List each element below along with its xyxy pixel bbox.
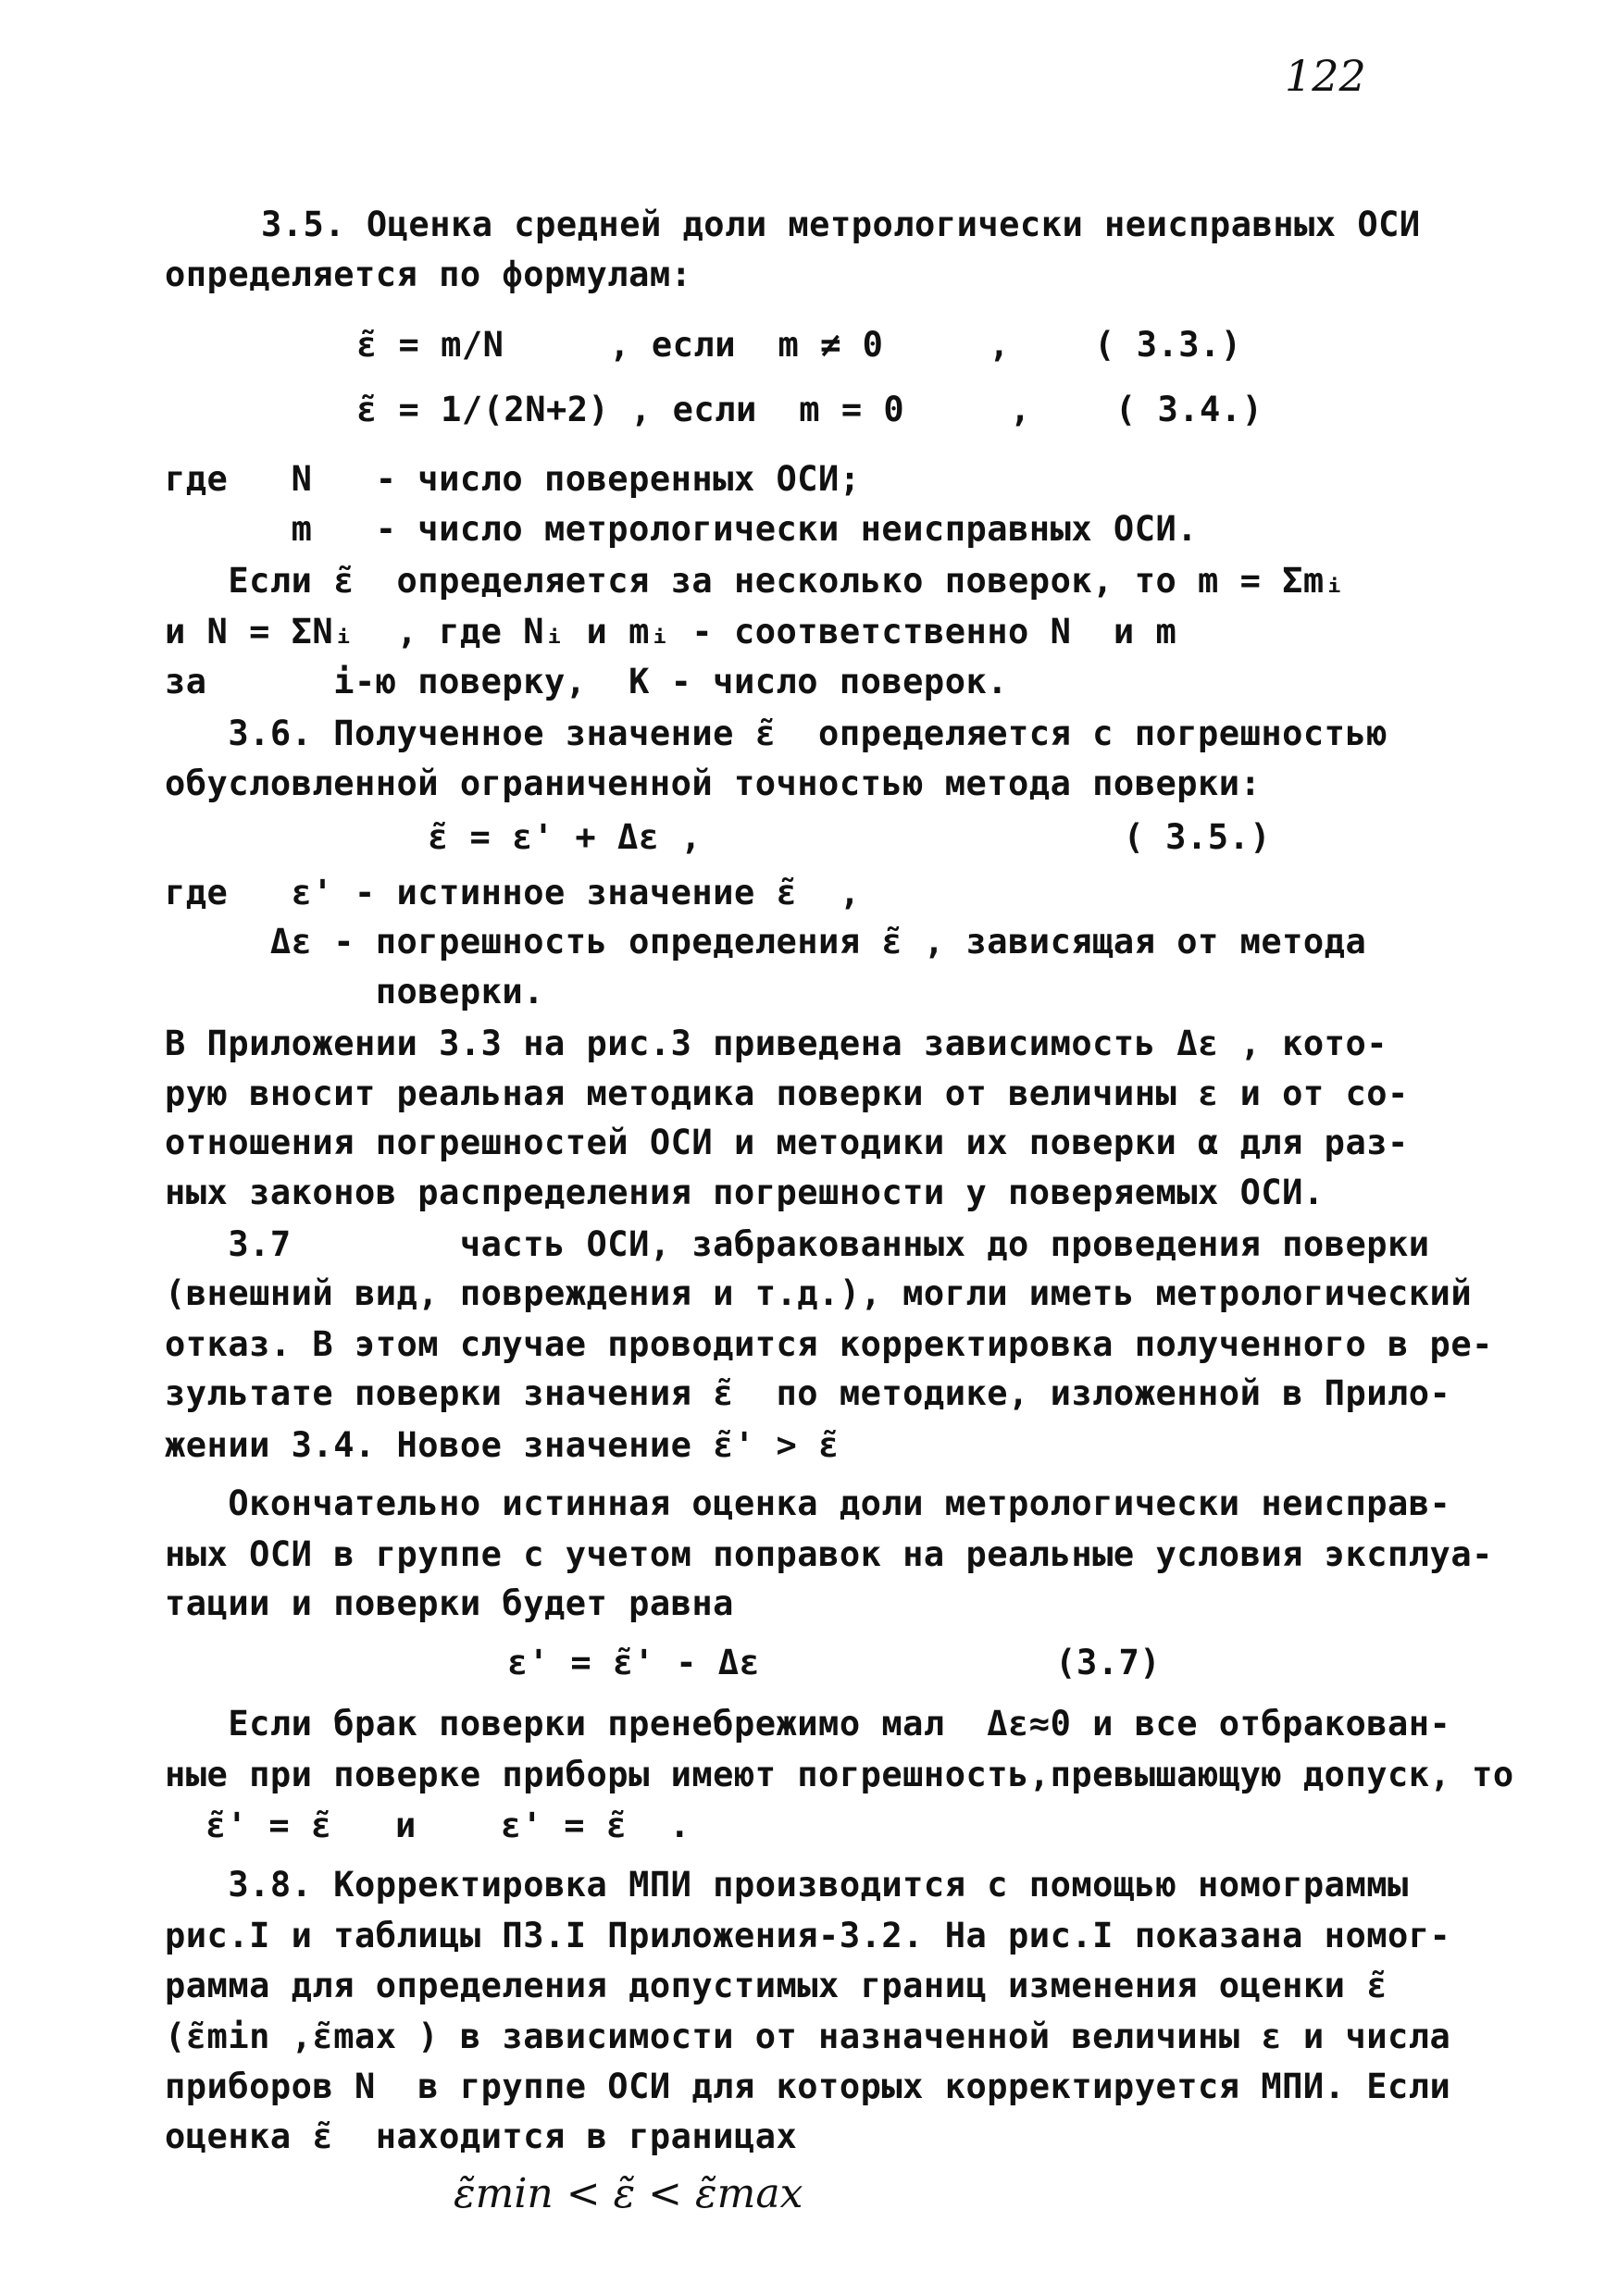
text-line: определяется по формулам: (165, 254, 692, 294)
text-line: 3.6. Полученное значение ε̃ определяется с погрешностью (165, 714, 1388, 753)
text-line: (внешний вид, повреждения и т.д.), могли иметь метрологический (165, 1273, 1473, 1313)
text-line: 3.7 часть ОСИ, забракованных до проведения поверки (165, 1224, 1430, 1264)
text-line: ные при поверке приборы имеют погрешность,превышающую допуск, то (165, 1755, 1514, 1794)
text-line: Если брак поверки пренебрежимо мал Δε≈0 и все отбракован- (165, 1704, 1451, 1744)
formula-line: ε̃ = m/N , если m ≠ 0 , ( 3.3.) (356, 325, 1242, 365)
text-line: (ε̃min ,ε̃max ) в зависимости от назначенной величины ε и числа (165, 2017, 1451, 2056)
text-line: Δε - погрешность определения ε̃ , зависящая от метода (165, 922, 1367, 962)
text-line: В Приложении 3.3 на рис.3 приведена зависимость Δε , кото- (165, 1024, 1388, 1063)
formula-line: ε̃' = ε̃ и ε' = ε̃ . (205, 1806, 691, 1845)
text-line: ных законов распределения погрешности у поверяемых ОСИ. (165, 1173, 1325, 1212)
formula-line: ε̃ = ε' + Δε , ( 3.5.) (428, 817, 1272, 857)
text-line: зультате поверки значения ε̃ по методике, изложенной в Прило- (165, 1373, 1451, 1413)
page-number: 122 (1285, 51, 1366, 101)
text-line: рамма для определения допустимых границ изменения оценки ε̃ (165, 1966, 1388, 2005)
text-line: оценка ε̃ находится в границах (165, 2116, 798, 2156)
text-line: отношения погрешностей ОСИ и методики их поверки α для раз- (165, 1123, 1409, 1162)
formula-line: ε' = ε̃' - Δε (3.7) (507, 1643, 1162, 1682)
text-line: рис.I и таблицы П3.I Приложения-3.2. На рис.I показана номог- (165, 1916, 1451, 1955)
text-line: тации и поверки будет равна (165, 1583, 734, 1623)
text-line: рую вносит реальная методика поверки от величины ε и от со- (165, 1074, 1409, 1113)
text-line: за i-ю поверку, K - число поверок. (165, 662, 1009, 701)
text-line: ных ОСИ в группе с учетом поправок на реальные условия эксплуа- (165, 1534, 1493, 1574)
text-line: обусловленной ограниченной точностью метода поверки: (165, 763, 1262, 803)
text-line: жении 3.4. Новое значение ε̃' > ε̃ (165, 1425, 840, 1465)
text-line: где ε' - истинное значение ε̃ , (165, 873, 861, 912)
text-line: Если ε̃ определяется за несколько поверок, то m = Σmᵢ (165, 561, 1346, 601)
text-line: где N - число поверенных ОСИ; (165, 459, 861, 499)
text-line: поверки. (165, 972, 544, 1011)
text-line: отказ. В этом случае проводится корректировка полученного в ре- (165, 1324, 1493, 1364)
text-line: m - число метрологически неисправных ОСИ. (165, 509, 1199, 549)
text-line: приборов N в группе ОСИ для которых корректируется МПИ. Если (165, 2066, 1451, 2106)
text-line: 3.5. Оценка средней доли метрологически неисправных ОСИ (261, 205, 1421, 244)
text-line: 3.8. Корректировка МПИ производится с помощью номограммы (165, 1865, 1409, 1905)
formula-line: ε̃min < ε̃ < ε̃max (454, 2170, 803, 2217)
text-line: и N = ΣNᵢ , где Nᵢ и mᵢ - соответственно N и m (165, 612, 1177, 652)
formula-line: ε̃ = 1/(2N+2) , если m = 0 , ( 3.4.) (356, 390, 1263, 429)
text-line: Окончательно истинная оценка доли метрологически неисправ- (165, 1483, 1451, 1523)
